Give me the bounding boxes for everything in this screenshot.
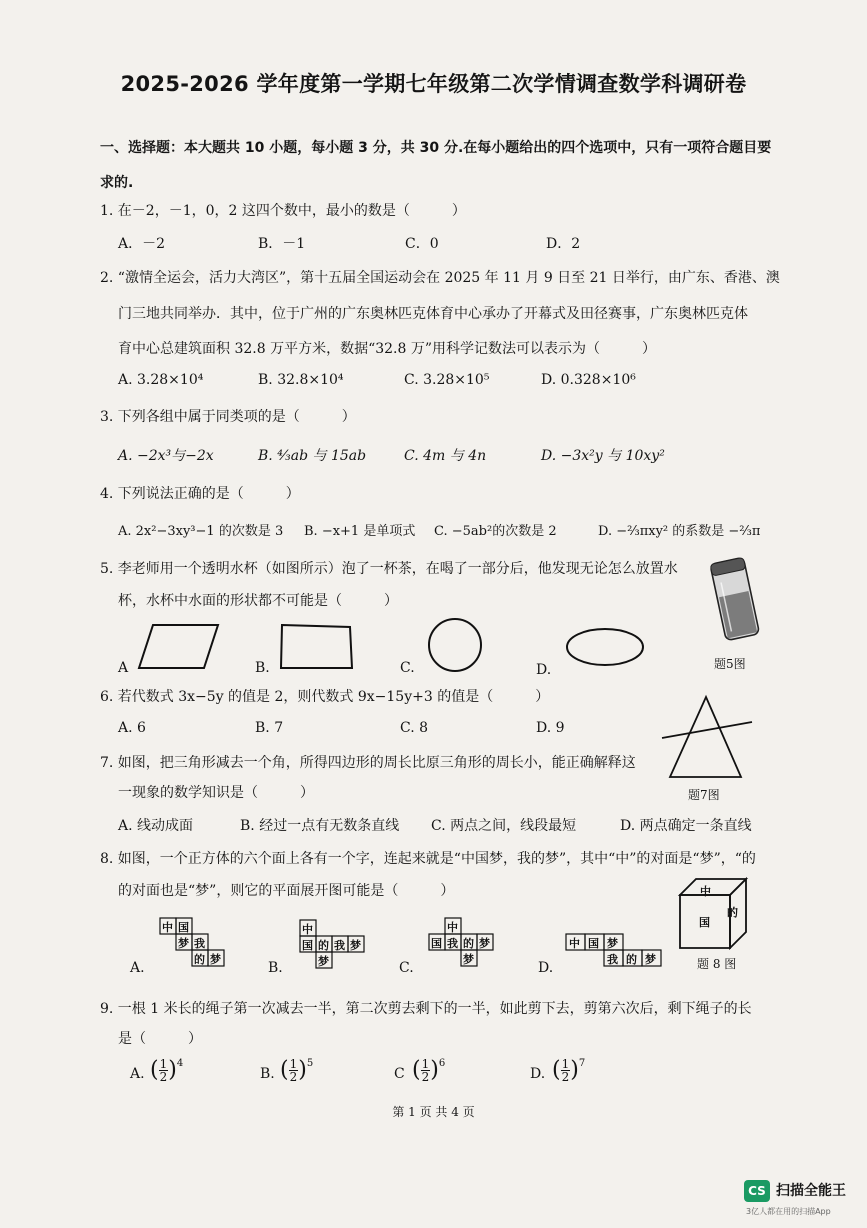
q8-figure-caption: 题 8 图 bbox=[697, 957, 737, 971]
q7-option-b: B. 经过一点有无数条直线 bbox=[240, 818, 400, 834]
q8-option-b: B. bbox=[268, 960, 283, 976]
fraction-numerator: 1 bbox=[561, 1057, 570, 1071]
q9-fraction-d: ( $\frac{1}{2}$ )$^7$ bbox=[552, 1057, 586, 1084]
net-c-cell: 中 bbox=[447, 921, 458, 934]
q9-option-c: C bbox=[394, 1066, 405, 1082]
net-a-cell: 中 bbox=[162, 921, 173, 934]
q2-line1: 2. “激情全运会，活力大湾区”，第十五届全国运动会在 2025 年 11 月 9 日至 21 日举行，由广东、香港、澳 bbox=[100, 270, 780, 286]
fraction-numerator: 1 bbox=[421, 1057, 430, 1071]
q2-option-d: D. 0.328×10⁶ bbox=[541, 372, 636, 388]
q2-option-a: A. 3.28×10⁴ bbox=[118, 372, 204, 388]
q5-line2: 杯，水杯中水面的形状都不可能是（ ） bbox=[118, 593, 398, 609]
q7-option-d: D. 两点确定一条直线 bbox=[620, 818, 752, 834]
q3-option-d: D. −3x²y 与 10xy² bbox=[541, 448, 665, 464]
net-d-cell: 中 bbox=[569, 937, 580, 950]
q9-line2: 是（ ） bbox=[118, 1031, 202, 1047]
q6-option-c: C. 8 bbox=[400, 720, 429, 736]
q6-option-d: D. 9 bbox=[536, 720, 565, 736]
q5-shape-ellipse bbox=[567, 629, 643, 665]
q2-option-c: C. 3.28×10⁵ bbox=[404, 372, 490, 388]
q4-option-b: B. −x+1 是单项式 bbox=[304, 524, 416, 539]
q8-option-d: D. bbox=[538, 960, 554, 976]
q2-line3: 育中心总建筑面积 32.8 万平方米，数据“32.8 万”用科学记数法可以表示为（ ） bbox=[118, 341, 657, 357]
q5-option-d: D. bbox=[536, 662, 552, 678]
cube-face-front: 国 bbox=[699, 916, 710, 929]
q3-stem: 3. 下列各组中属于同类项的是（ ） bbox=[100, 409, 356, 425]
q1-option-a: A．－2 bbox=[118, 236, 166, 252]
fraction-denominator: 2 bbox=[421, 1070, 430, 1084]
q5-line1: 5. 李老师用一个透明水杯（如图所示）泡了一杯茶，在喝了一部分后，他发现无论怎么放置水 bbox=[100, 561, 678, 577]
net-c-cell: 我 bbox=[447, 937, 458, 950]
section-header-line2: 求的. bbox=[100, 175, 134, 191]
net-a-cell: 的 bbox=[194, 953, 205, 966]
net-a-cell: 梦 bbox=[210, 953, 221, 966]
q3-option-c: C. 4m 与 4n bbox=[404, 448, 487, 464]
net-b-cell: 国 bbox=[302, 939, 313, 952]
fraction-denominator: 2 bbox=[561, 1070, 570, 1084]
fraction-numerator: 1 bbox=[289, 1057, 298, 1071]
fraction-numerator: 1 bbox=[159, 1057, 168, 1071]
q9-option-b: B. bbox=[260, 1066, 275, 1082]
q5-option-b: B. bbox=[255, 660, 270, 676]
q1-option-c: C．0 bbox=[405, 236, 439, 252]
q1-stem: 1. 在－2，－1，0，2 这四个数中，最小的数是（ ） bbox=[100, 203, 466, 219]
q1-option-d: D．2 bbox=[546, 236, 581, 252]
fraction-denominator: 2 bbox=[289, 1070, 298, 1084]
q9-fraction-b: ( $\frac{1}{2}$ )$^5$ bbox=[280, 1057, 314, 1084]
net-d-cell: 我 bbox=[607, 953, 618, 966]
q3-option-a: A. −2x³与−2x bbox=[118, 448, 214, 464]
q2-line2: 门三地共同举办．其中，位于广州的广东奥林匹克体育中心承办了开幕式及田径赛事，广东奥林匹克体 bbox=[118, 306, 748, 322]
net-d-cell: 的 bbox=[626, 953, 637, 966]
q3-option-b: B. ⁴⁄₃ab 与 15ab bbox=[258, 448, 367, 464]
net-a-cell: 国 bbox=[178, 921, 189, 934]
q4-stem: 4. 下列说法正确的是（ ） bbox=[100, 486, 300, 502]
cube-face-right: 的 bbox=[727, 906, 738, 919]
q8-line1: 8. 如图，一个正方体的六个面上各有一个字，连起来就是“中国梦，我的梦”，其中“中”的对面是“梦”，“的 bbox=[100, 851, 756, 867]
q2-option-b: B. 32.8×10⁴ bbox=[258, 372, 344, 388]
q8-line2: 的对面也是“梦”，则它的平面展开图可能是（ ） bbox=[118, 883, 455, 899]
net-b-cell: 的 bbox=[318, 939, 329, 952]
q6-stem: 6. 若代数式 3x−5y 的值是 2，则代数式 9x−15y+3 的值是（ ） bbox=[100, 689, 550, 705]
net-c-cell: 梦 bbox=[479, 937, 490, 950]
camscanner-logo: CS bbox=[744, 1180, 770, 1202]
q7-option-c: C. 两点之间，线段最短 bbox=[431, 818, 577, 834]
page-number: 第 1 页 共 4 页 bbox=[392, 1105, 475, 1119]
section-header-line1: 一、选择题：本大题共 10 小题，每小题 3 分，共 30 分.在每小题给出的四个选项中，只有一项符合题目要 bbox=[100, 140, 772, 156]
cube-face-top: 中 bbox=[700, 885, 711, 898]
q5-shape-circle bbox=[429, 619, 481, 671]
net-b-cell: 中 bbox=[302, 923, 313, 936]
q9-option-d: D. bbox=[530, 1066, 546, 1082]
q8-option-a: A. bbox=[130, 960, 145, 976]
q6-option-b: B. 7 bbox=[255, 720, 284, 736]
net-b-cell: 梦 bbox=[350, 939, 361, 952]
q7-figure-caption: 题7图 bbox=[688, 788, 720, 802]
q5-shape-quadrilateral bbox=[281, 625, 352, 668]
q8-option-c: C. bbox=[399, 960, 414, 976]
app-name: 扫描全能王 bbox=[776, 1183, 846, 1199]
fraction-exponent: 4 bbox=[176, 1058, 184, 1069]
q7-line1: 7. 如图，把三角形减去一个角，所得四边形的周长比原三角形的周长小，能正确解释这 bbox=[100, 755, 636, 771]
q9-fraction-c: ( $\frac{1}{2}$ )$^6$ bbox=[412, 1057, 446, 1084]
fraction-denominator: 2 bbox=[159, 1070, 168, 1084]
net-b-cell: 我 bbox=[334, 939, 345, 952]
net-a-cell: 我 bbox=[194, 937, 205, 950]
q9-fraction-a: ( $\frac{1}{2}$ )$^4$ bbox=[150, 1057, 184, 1084]
triangle-figure bbox=[662, 697, 752, 777]
net-d-cell: 梦 bbox=[607, 937, 618, 950]
fraction-exponent: 7 bbox=[578, 1058, 586, 1069]
q1-option-b: B．－1 bbox=[258, 236, 306, 252]
q4-option-d: D. −²⁄₃πxy² 的系数是 −²⁄₃π bbox=[598, 524, 761, 539]
q6-option-a: A. 6 bbox=[118, 720, 146, 736]
net-a-cell: 梦 bbox=[178, 937, 189, 950]
net-d-cell: 梦 bbox=[645, 953, 656, 966]
q9-option-a: A. bbox=[130, 1066, 145, 1082]
q4-option-a: A. 2x²−3xy³−1 的次数是 3 bbox=[118, 524, 284, 539]
q9-line1: 9. 一根 1 米长的绳子第一次减去一半，第二次剪去剩下的一半，如此剪下去，剪第六次后，剩下绳子的长 bbox=[100, 1001, 752, 1017]
page-title: 2025-2026 学年度第一学期七年级第二次学情调查数学科调研卷 bbox=[120, 72, 747, 96]
q5-option-a: A bbox=[118, 660, 129, 676]
q4-option-c: C. −5ab²的次数是 2 bbox=[434, 524, 557, 539]
q5-figure-caption: 题5图 bbox=[714, 657, 746, 671]
q5-shape-parallelogram bbox=[139, 625, 218, 668]
net-b-cell: 梦 bbox=[318, 955, 329, 968]
net-c-cell: 梦 bbox=[463, 953, 474, 966]
net-d-cell: 国 bbox=[588, 937, 599, 950]
fraction-exponent: 6 bbox=[438, 1058, 446, 1069]
cup-icon bbox=[710, 557, 759, 640]
fraction-exponent: 5 bbox=[306, 1058, 314, 1069]
q7-line2: 一现象的数学知识是（ ） bbox=[118, 785, 314, 801]
app-slogan: 3亿人都在用的扫描App bbox=[746, 1207, 831, 1216]
q5-option-c: C. bbox=[400, 660, 415, 676]
net-c-cell: 的 bbox=[463, 937, 474, 950]
net-c-cell: 国 bbox=[431, 937, 442, 950]
q7-option-a: A. 线动成面 bbox=[118, 818, 194, 834]
